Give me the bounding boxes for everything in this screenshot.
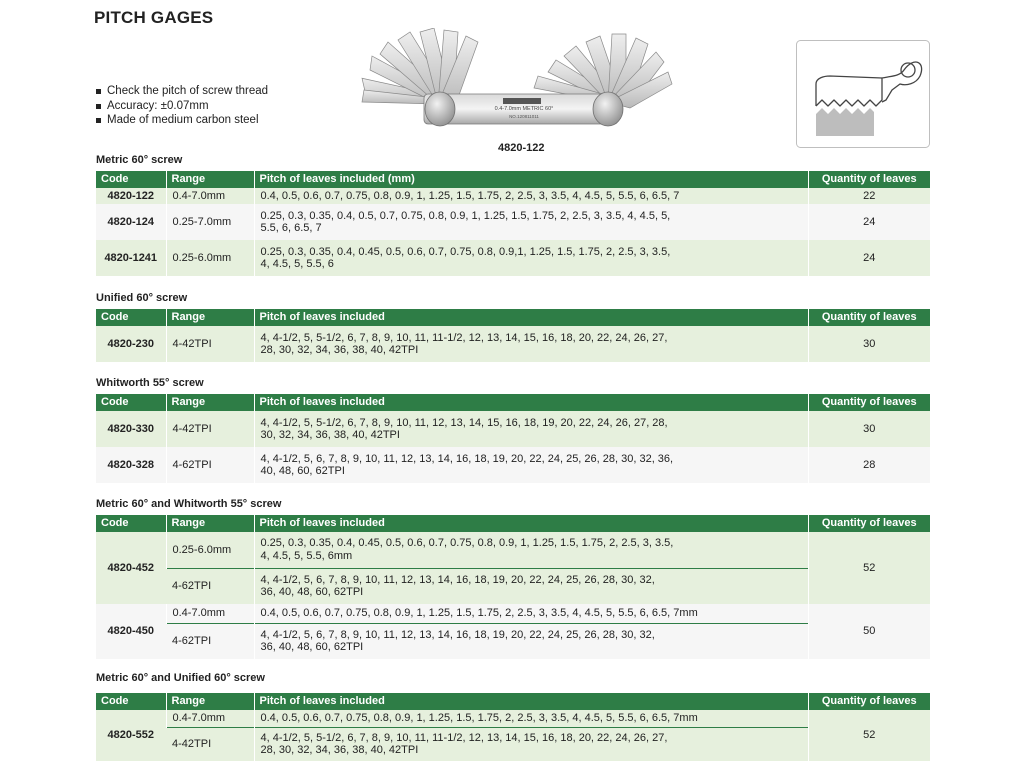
col-header-pitch: Pitch of leaves included	[254, 515, 808, 532]
col-header-range: Range	[166, 515, 254, 532]
feature-item: Check the pitch of screw thread	[96, 84, 268, 99]
cell-range: 4-42TPI	[166, 411, 254, 447]
feature-item: Made of medium carbon steel	[96, 113, 268, 128]
cell-code: 4820-124	[96, 204, 166, 240]
col-header-range: Range	[166, 693, 254, 710]
col-header-pitch: Pitch of leaves included	[254, 693, 808, 710]
col-header-range: Range	[166, 171, 254, 188]
cell-code: 4820-452	[96, 532, 166, 604]
col-header-qty: Quantity of leaves	[808, 515, 930, 532]
cell-pitch: 4, 4-1/2, 5, 5-1/2, 6, 7, 8, 9, 10, 11, 11-1/2, 12, 13, 14, 15, 16, 18, 20, 22, 24, 26, 27, 28, 30, 32, 34, 36, 38, 40, 42TPI	[254, 326, 808, 362]
table-metric-unified	[96, 693, 930, 761]
cell-code: 4820-230	[96, 326, 166, 362]
cell-range: 4-42TPI	[166, 326, 254, 362]
table-unified	[96, 309, 930, 362]
feature-item: Accuracy: ±0.07mm	[96, 99, 268, 114]
table-metric-whitworth	[96, 515, 930, 659]
cell-qty: 52	[808, 532, 930, 604]
section-title-metric: Metric 60° screw	[96, 154, 183, 166]
col-header-range: Range	[166, 394, 254, 411]
table-metric	[96, 171, 930, 276]
col-header-qty: Quantity of leaves	[808, 394, 930, 411]
cell-qty: 30	[808, 326, 930, 362]
section-title-whitworth: Whitworth 55° screw	[96, 377, 204, 389]
cell-pitch: 4, 4-1/2, 5, 6, 7, 8, 9, 10, 11, 12, 13, 14, 16, 18, 19, 20, 22, 24, 25, 26, 28, 30, 32, 36, 40, 48, 60, 62TPI	[254, 447, 808, 483]
table-whitworth	[96, 394, 930, 483]
cell-qty: 50	[808, 604, 930, 659]
cell-range: 0.25-6.0mm	[166, 532, 254, 568]
col-header-code: Code	[96, 309, 166, 326]
cell-pitch: 0.25, 0.3, 0.35, 0.4, 0.45, 0.5, 0.6, 0.7, 0.75, 0.8, 0.9, 1, 1.25, 1.5, 1.75, 2, 2.5, 3, 3.5, 4, 4.5, 5, 5.5, 6mm	[254, 532, 808, 568]
cell-range: 0.4-7.0mm	[166, 710, 254, 727]
cell-range: 4-62TPI	[166, 447, 254, 483]
cell-pitch: 0.4, 0.5, 0.6, 0.7, 0.75, 0.8, 0.9, 1, 1.25, 1.5, 1.75, 2, 2.5, 3, 3.5, 4, 4.5, 5, 5.5, 6, 6.5, 7	[254, 188, 808, 204]
cell-range: 4-42TPI	[166, 727, 254, 761]
imprint-line-1: 0.4-7.0mm METRIC 60°	[494, 106, 554, 112]
cell-code: 4820-328	[96, 447, 166, 483]
section-title-unified: Unified 60° screw	[96, 292, 188, 304]
col-header-code: Code	[96, 515, 166, 532]
thread-gage-diagram	[796, 40, 930, 148]
cell-code: 4820-450	[96, 604, 166, 659]
cell-range: 0.25-6.0mm	[166, 240, 254, 276]
page-title: PITCH GAGES	[94, 8, 214, 27]
cell-range: 4-62TPI	[166, 623, 254, 659]
cell-range: 0.4-7.0mm	[166, 604, 254, 623]
cell-code: 4820-1241	[96, 240, 166, 276]
section-title-metric-whitworth: Metric 60° and Whitworth 55° screw	[96, 498, 282, 510]
col-header-pitch: Pitch of leaves included	[254, 309, 808, 326]
cell-pitch: 4, 4-1/2, 5, 5-1/2, 6, 7, 8, 9, 10, 11, 11-1/2, 12, 13, 14, 15, 16, 18, 20, 22, 24, 26, 27, 28, 30, 32, 34, 36, 38, 40, 42TPI	[254, 727, 808, 761]
cell-pitch: 0.4, 0.5, 0.6, 0.7, 0.75, 0.8, 0.9, 1, 1.25, 1.5, 1.75, 2, 2.5, 3, 3.5, 4, 4.5, 5, 5.5, 6, 6.5, 7mm	[254, 710, 808, 727]
cell-pitch: 4, 4-1/2, 5, 6, 7, 8, 9, 10, 11, 12, 13, 14, 16, 18, 19, 20, 22, 24, 25, 26, 28, 30, 32, 36, 40, 48, 60, 62TPI	[254, 568, 808, 604]
cell-code: 4820-552	[96, 710, 166, 761]
cell-pitch: 4, 4-1/2, 5, 5-1/2, 6, 7, 8, 9, 10, 11, 12, 13, 14, 15, 16, 18, 19, 20, 22, 24, 26, 27, 28, 30, 32, 34, 36, 38, 40, 42TPI	[254, 411, 808, 447]
section-title-metric-unified: Metric 60° and Unified 60° screw	[96, 672, 265, 684]
cell-pitch: 0.25, 0.3, 0.35, 0.4, 0.45, 0.5, 0.6, 0.7, 0.75, 0.8, 0.9,1, 1.25, 1.5, 1.75, 2, 2.5, 3, 3.5, 4, 4.5, 5, 5.5, 6	[254, 240, 808, 276]
cell-pitch: 0.4, 0.5, 0.6, 0.7, 0.75, 0.8, 0.9, 1, 1.25, 1.5, 1.75, 2, 2.5, 3, 3.5, 4, 4.5, 5, 5.5, 6, 6.5, 7mm	[254, 604, 808, 623]
col-header-code: Code	[96, 693, 166, 710]
cell-qty: 28	[808, 447, 930, 483]
col-header-qty: Quantity of leaves	[808, 171, 930, 188]
cell-range: 4-62TPI	[166, 568, 254, 604]
col-header-range: Range	[166, 309, 254, 326]
cell-qty: 30	[808, 411, 930, 447]
cell-range: 0.4-7.0mm	[166, 188, 254, 204]
cell-pitch: 4, 4-1/2, 5, 6, 7, 8, 9, 10, 11, 12, 13, 14, 16, 18, 19, 20, 22, 24, 25, 26, 28, 30, 32, 36, 40, 48, 60, 62TPI	[254, 623, 808, 659]
feature-list	[96, 84, 268, 128]
cell-range: 0.25-7.0mm	[166, 204, 254, 240]
col-header-code: Code	[96, 394, 166, 411]
col-header-qty: Quantity of leaves	[808, 309, 930, 326]
col-header-code: Code	[96, 171, 166, 188]
imprint-line-2: NO.120811011	[509, 114, 539, 119]
col-header-qty: Quantity of leaves	[808, 693, 930, 710]
cell-qty: 24	[808, 240, 930, 276]
cell-qty: 22	[808, 188, 930, 204]
cell-qty: 52	[808, 710, 930, 761]
cell-pitch: 0.25, 0.3, 0.35, 0.4, 0.5, 0.7, 0.75, 0.8, 0.9, 1, 1.25, 1.5, 1.75, 2, 2.5, 3, 3.5, 4, 4.5, 5, 5.5, 6, 6.5, 7	[254, 204, 808, 240]
cell-qty: 24	[808, 204, 930, 240]
photo-caption: 4820-122	[498, 142, 545, 154]
col-header-pitch: Pitch of leaves included (mm)	[254, 171, 808, 188]
cell-code: 4820-122	[96, 188, 166, 204]
pitch-gage-photo	[358, 28, 688, 140]
col-header-pitch: Pitch of leaves included	[254, 394, 808, 411]
cell-code: 4820-330	[96, 411, 166, 447]
